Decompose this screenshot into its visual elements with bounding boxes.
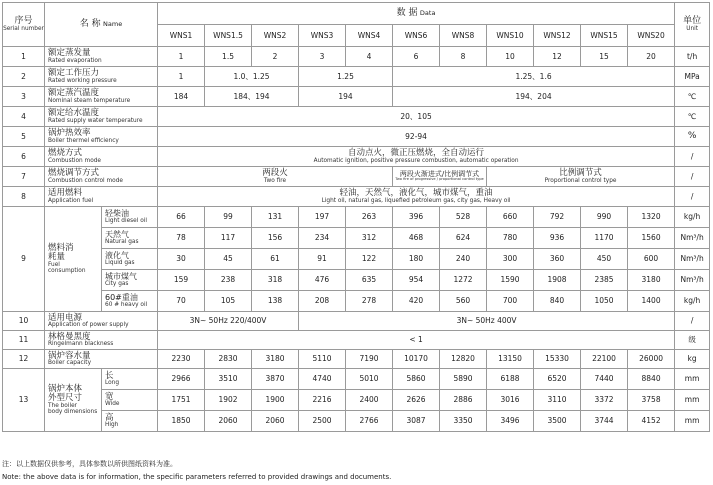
unit-cell: ℃ [675,87,710,107]
unit-cell: / [675,312,710,331]
value-cell: 轻油，天然气，液化气，城市煤气，重油 Light oil, natural gas, liquefied petroleum gas, city gas, Heavy oil [158,187,675,207]
value-cell: 15330 [534,350,581,369]
row-label: 燃料消 耗量 Fuel consumption [45,207,102,312]
table-row [3,127,710,147]
value-cell: 360 [534,249,581,270]
row-number: 10 [3,312,45,331]
value-cell: 3510 [205,369,252,390]
value-cell: 6 [393,47,440,67]
table-row [3,187,710,207]
value-cell: 396 [393,207,440,228]
unit-cell: MPa [675,67,710,87]
unit-cell: / [675,187,710,207]
value-cell: 6520 [534,369,581,390]
value-cell: 208 [299,291,346,312]
value-cell: 61 [252,249,299,270]
value-cell: 156 [252,228,299,249]
value-cell: 99 [205,207,252,228]
value-cell: 8840 [628,369,675,390]
row-number: 5 [3,127,45,147]
value-cell: 1751 [158,390,205,411]
unit-header: 单位 Unit [675,3,710,47]
row-label: 锅炉容水量 Boiler capacity [45,350,158,369]
fuel-label: 60#重油 60 # heavy oil [102,291,158,312]
value-cell: 2500 [299,411,346,432]
value-cell: 26000 [628,350,675,369]
value-cell: 12820 [440,350,487,369]
dimension-label: 宽 Wide [102,390,158,411]
value-cell: 3087 [393,411,440,432]
fuel-label: 城市煤气 City gas [102,270,158,291]
row-number: 11 [3,331,45,350]
table-row [3,107,710,127]
footnote [2,458,391,484]
value-cell: 954 [393,270,440,291]
value-cell: 4152 [628,411,675,432]
value-cell: 312 [346,228,393,249]
value-cell: 138 [252,291,299,312]
row-number: 12 [3,350,45,369]
model-cell: WNS6 [393,25,440,47]
value-cell: 1272 [440,270,487,291]
table-row [3,369,710,390]
table-row [3,167,710,187]
model-cell: WNS10 [487,25,534,47]
value-cell: 5110 [299,350,346,369]
row-label: 燃烧方式 Combustion mode [45,147,158,167]
value-cell: 1900 [252,390,299,411]
value-cell: 自动点火，微正压燃烧，全自动运行 Automatic ignition, positive pressure combustion, automatic operation [158,147,675,167]
unit-cell: Nm³/h [675,228,710,249]
row-number: 4 [3,107,45,127]
value-cell: 3744 [581,411,628,432]
row-label: 适用燃料 Application fuel [45,187,158,207]
row-number: 13 [3,369,45,432]
value-cell: 3180 [628,270,675,291]
value-cell: 105 [205,291,252,312]
value-cell: 131 [252,207,299,228]
value-cell: 78 [158,228,205,249]
value-cell: 263 [346,207,393,228]
row-label: 林格曼黑度 Ringelmann blackness [45,331,158,350]
row-number: 1 [3,47,45,67]
value-cell: 2400 [346,390,393,411]
value-cell: 122 [346,249,393,270]
value-cell: 3372 [581,390,628,411]
value-cell: 1400 [628,291,675,312]
value-cell: 2 [252,47,299,67]
value-cell: 3180 [252,350,299,369]
value-cell: 1050 [581,291,628,312]
value-cell: 1170 [581,228,628,249]
table-row [3,87,710,107]
value-cell: 1320 [628,207,675,228]
row-number: 8 [3,187,45,207]
model-cell: WNS8 [440,25,487,47]
dimension-label: 长 Long [102,369,158,390]
value-cell: 5860 [393,369,440,390]
value-cell: 197 [299,207,346,228]
value-cell: 5890 [440,369,487,390]
value-cell: 700 [487,291,534,312]
value-cell: 180 [393,249,440,270]
value-cell: 528 [440,207,487,228]
unit-cell: kg [675,350,710,369]
value-cell: 3N~ 50Hz 220/400V [158,312,299,331]
value-cell: 300 [487,249,534,270]
value-cell: 238 [205,270,252,291]
table-row [3,207,710,228]
table-row [3,411,710,432]
value-cell: 3500 [534,411,581,432]
row-label: 额定工作压力 Rated working pressure [45,67,158,87]
value-cell: 1590 [487,270,534,291]
value-cell: 5010 [346,369,393,390]
model-cell: WNS12 [534,25,581,47]
value-cell: 4740 [299,369,346,390]
value-cell: 468 [393,228,440,249]
unit-cell: mm [675,390,710,411]
value-cell: 278 [346,291,393,312]
fuel-label: 天然气 Natural gas [102,228,158,249]
row-number: 6 [3,147,45,167]
model-cell: WNS3 [299,25,346,47]
dimension-label: 高 High [102,411,158,432]
value-cell: 318 [252,270,299,291]
value-cell: 20 [628,47,675,67]
data-header: 数 据 Data [158,3,675,25]
row-label: 锅炉本体 外型尺寸 The boiler body dimensions [45,369,102,432]
value-cell: 12 [534,47,581,67]
value-cell: 560 [440,291,487,312]
value-cell: 840 [534,291,581,312]
unit-cell: / [675,147,710,167]
row-label: 适用电源 Application of power supply [45,312,158,331]
value-cell: 13150 [487,350,534,369]
value-cell: 450 [581,249,628,270]
table-row [3,147,710,167]
value-cell: 10 [487,47,534,67]
footnote-zh: 注：以上数据仅供参考，具体参数以所供图纸资料为准。 [2,460,177,468]
value-cell: 194 [299,87,393,107]
row-label: 额定蒸发量 Rated evaporation [45,47,158,67]
value-cell: 420 [393,291,440,312]
footnote-en: Note: the above data is for information, the specific parameters referred to provided drawings and documents. [2,473,392,481]
value-cell: 240 [440,249,487,270]
name-header: 名 称 Name [45,3,158,47]
value-cell: 7190 [346,350,393,369]
value-cell: 780 [487,228,534,249]
model-cell: WNS1 [158,25,205,47]
unit-cell: 级 [675,331,710,350]
value-cell: 3870 [252,369,299,390]
row-label: 燃烧调节方式 Combustion control mode [45,167,158,187]
fuel-label: 轻柴油 Light diesel oil [102,207,158,228]
value-cell: 990 [581,207,628,228]
value-cell: 3N~ 50Hz 400V [299,312,675,331]
row-label: 额定蒸汽温度 Nominal steam temperature [45,87,158,107]
table-row [3,291,710,312]
value-cell: 92-94 [158,127,675,147]
value-cell: 两段火渐进式/比例调节式 Two fire of progressive / proportional control type [393,167,487,187]
model-cell: WNS15 [581,25,628,47]
value-cell: 792 [534,207,581,228]
value-cell: 2060 [205,411,252,432]
fuel-label: 液化气 Liquid gas [102,249,158,270]
row-number: 3 [3,87,45,107]
value-cell: 70 [158,291,205,312]
value-cell: 635 [346,270,393,291]
value-cell: 4 [346,47,393,67]
value-cell: 6188 [487,369,534,390]
model-cell: WNS4 [346,25,393,47]
model-cell: WNS2 [252,25,299,47]
value-cell: 3 [299,47,346,67]
row-label: 锅炉热效率 Boiler thermel efficiency [45,127,158,147]
value-cell: 20、105 [158,107,675,127]
model-cell: WNS20 [628,25,675,47]
unit-cell: Nm³/h [675,270,710,291]
value-cell: 比例调节式 Proportional control type [487,167,675,187]
value-cell: 1.5 [205,47,252,67]
value-cell: 660 [487,207,534,228]
value-cell: 1908 [534,270,581,291]
table-row [3,228,710,249]
value-cell: 2060 [252,411,299,432]
value-cell: 2385 [581,270,628,291]
value-cell: 600 [628,249,675,270]
unit-cell: mm [675,411,710,432]
boiler-spec-table [2,2,710,432]
value-cell: 1.25、1.6 [393,67,675,87]
table-row [3,67,710,87]
value-cell: 1850 [158,411,205,432]
value-cell: 3496 [487,411,534,432]
table-row [3,390,710,411]
unit-cell: % [675,127,710,147]
unit-cell: ℃ [675,107,710,127]
value-cell: 22100 [581,350,628,369]
value-cell: 1 [158,47,205,67]
unit-cell: mm [675,369,710,390]
value-cell: 3758 [628,390,675,411]
value-cell: 1560 [628,228,675,249]
value-cell: 1902 [205,390,252,411]
value-cell: 234 [299,228,346,249]
value-cell: 1 [158,67,205,87]
header-row [3,3,710,25]
table-row [3,270,710,291]
value-cell: 2216 [299,390,346,411]
value-cell: 2966 [158,369,205,390]
value-cell: 117 [205,228,252,249]
value-cell: 15 [581,47,628,67]
value-cell: 2886 [440,390,487,411]
value-cell: 1.0、1.25 [205,67,299,87]
unit-cell: / [675,167,710,187]
row-number: 2 [3,67,45,87]
model-cell: WNS1.5 [205,25,252,47]
value-cell: 30 [158,249,205,270]
value-cell: 91 [299,249,346,270]
value-cell: 2626 [393,390,440,411]
row-number: 7 [3,167,45,187]
value-cell: 936 [534,228,581,249]
value-cell: 2830 [205,350,252,369]
table-row [3,350,710,369]
unit-cell: kg/h [675,207,710,228]
value-cell: 184 [158,87,205,107]
value-cell: 3350 [440,411,487,432]
value-cell: 45 [205,249,252,270]
value-cell: 476 [299,270,346,291]
unit-cell: t/h [675,47,710,67]
value-cell: 1.25 [299,67,393,87]
value-cell: 10170 [393,350,440,369]
value-cell: 2230 [158,350,205,369]
value-cell: 3016 [487,390,534,411]
serial-header: 序号 Serial number [3,3,45,47]
row-label: 额定给水温度 Rated supply water temperature [45,107,158,127]
value-cell: 2766 [346,411,393,432]
unit-cell: kg/h [675,291,710,312]
value-cell: 7440 [581,369,628,390]
value-cell: 两段火 Two fire [158,167,393,187]
value-cell: 3110 [534,390,581,411]
value-cell: 159 [158,270,205,291]
value-cell: 624 [440,228,487,249]
unit-cell: Nm³/h [675,249,710,270]
value-cell: < 1 [158,331,675,350]
table-row [3,47,710,67]
table-row [3,312,710,331]
table-row [3,249,710,270]
value-cell: 8 [440,47,487,67]
value-cell: 194、204 [393,87,675,107]
row-number: 9 [3,207,45,312]
value-cell: 184、194 [205,87,299,107]
value-cell: 66 [158,207,205,228]
table-row [3,331,710,350]
